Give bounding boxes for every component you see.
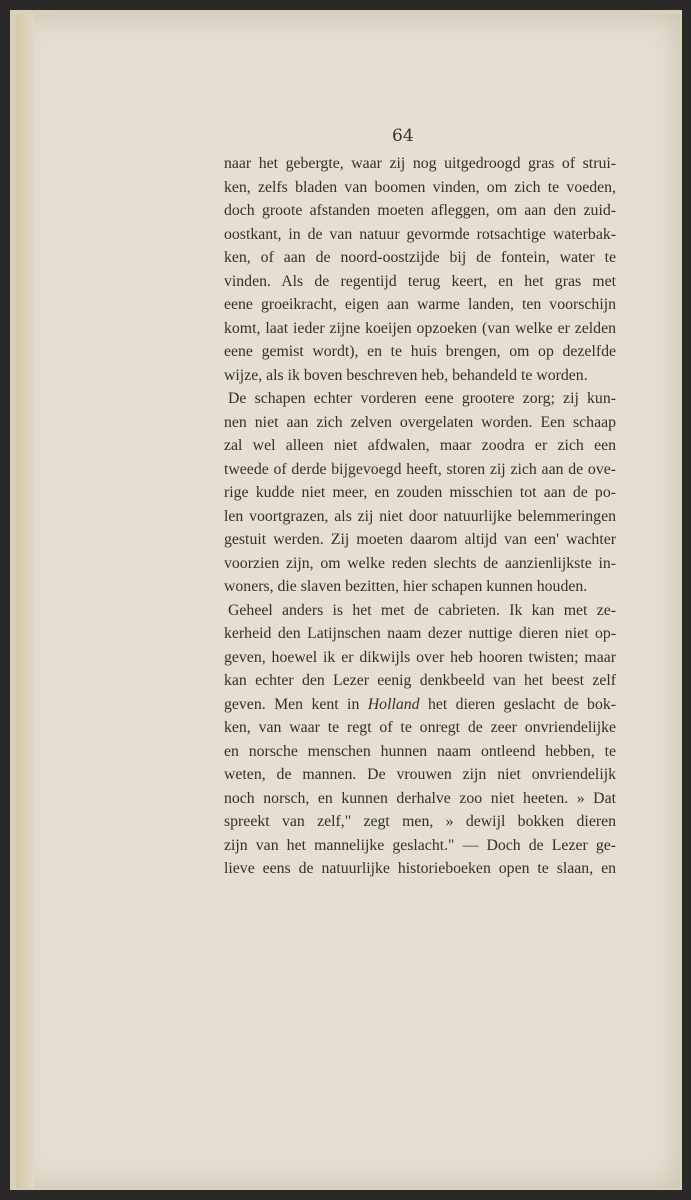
- text-line: ken, van waar te regt of te onregt de zeer onvriendelijke: [224, 719, 616, 736]
- text-line: eene gemist wordt), en te huis brengen, om op dezelfde: [224, 343, 616, 360]
- text-segment: het dieren geslacht de bok-: [419, 695, 617, 713]
- text-line: gestuit werden. Zij moeten daarom altijd van een' wachter: [224, 531, 616, 548]
- text-line: Geheel anders is het met de cabrieten. Ik kan met ze-: [228, 601, 616, 619]
- text-line: weten, de mannen. De vrouwen zijn niet onvriendelijk: [224, 766, 616, 783]
- text-line: woners, die slaven bezitten, hier schapen kunnen houden.: [224, 578, 588, 595]
- body-text: [224, 152, 616, 881]
- text-line: vinden. Als de regentijd terug keert, en het gras met: [224, 272, 616, 290]
- text-line: lieve eens de natuurlijke historieboeken open te slaan, en: [224, 860, 616, 877]
- text-line: en norsche menschen hunnen naam ontleend hebben, te: [224, 742, 616, 760]
- text-line: kerheid den Latijnschen naam dezer nuttige dieren niet op-: [224, 625, 616, 642]
- text-line: voorzien zijn, om welke reden slechts de aanzienlijkste in-: [224, 554, 616, 572]
- text-line: tweede of derde bijgevoegd heeft, storen zij zich aan de ove-: [224, 460, 616, 478]
- text-line: spreekt van zelf," zegt men, » dewijl bokken dieren: [224, 813, 616, 830]
- text-segment: geven. Men kent in: [224, 695, 368, 713]
- text-line: naar het gebergte, waar zij nog uitgedroogd gras of strui-: [224, 155, 616, 172]
- text-line-with-italic: [224, 693, 616, 717]
- text-line: noch norsch, en kunnen derhalve zoo niet heeten. » Dat: [224, 789, 616, 807]
- text-line: geven, hoewel ik er dikwijls over heb hooren twisten; maar: [224, 648, 616, 666]
- text-line: zal wel alleen niet afdwalen, maar zoodra er zich een: [224, 437, 616, 454]
- text-line: doch groote afstanden moeten afleggen, om aan den zuid-: [224, 202, 616, 219]
- text-line: kan echter den Lezer eenig denkbeeld van het beest zelf: [224, 672, 616, 689]
- text-line: komt, laat ieder zijne koeijen opzoeken (van welke er zelden: [224, 319, 616, 337]
- text-line: rige kudde niet meer, en zouden misschien tot aan de po-: [224, 484, 616, 501]
- italic-word-holland: Holland: [367, 695, 420, 713]
- text-line: zijn van het mannelijke geslacht." — Doch de Lezer ge-: [224, 836, 616, 854]
- text-line: ken, of aan de noord-oostzijde bij de fontein, water te: [224, 249, 616, 266]
- text-line: ken, zelfs bladen van boomen vinden, om zich te voeden,: [224, 178, 616, 196]
- text-line: wijze, als ik boven beschreven heb, behandeld te worden.: [224, 366, 588, 384]
- text-line: len voortgrazen, als zij niet door natuurlijke belemmeringen: [224, 507, 616, 525]
- page-edge: [16, 14, 34, 1188]
- text-line: nen niet aan zich zelven overgelaten worden. Een schaap: [224, 413, 616, 431]
- text-line: De schapen echter vorderen eene grootere zorg; zij kun-: [228, 390, 616, 407]
- page-number: 64: [392, 126, 414, 146]
- text-line: eene groeikracht, eigen aan warme landen, ten voorschijn: [224, 296, 616, 313]
- text-line: oostkant, in de van natuur gevormde rotsachtige waterbak-: [224, 225, 616, 243]
